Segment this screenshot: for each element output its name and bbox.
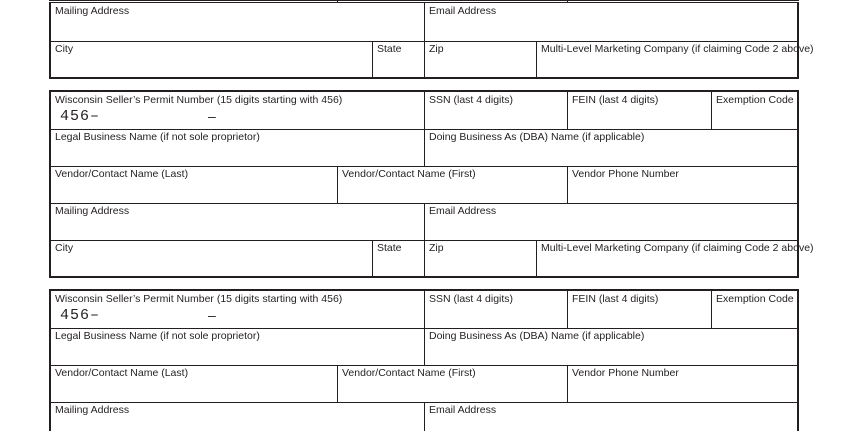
sellers-permit-label: Wisconsin Seller’s Permit Number (15 digits starting with 456) — [55, 293, 343, 305]
mailing-address-label: Mailing Address — [55, 5, 130, 17]
block2-city-cell — [49, 240, 373, 278]
block1-state-input[interactable] — [375, 56, 423, 75]
block2-mailing-address-input[interactable] — [53, 218, 423, 238]
block2-fein-input[interactable] — [570, 107, 710, 127]
block3-fein-cell — [567, 289, 712, 329]
block3-fein-input[interactable] — [570, 306, 710, 326]
zip-label: Zip — [429, 43, 444, 55]
vendor-phone-label: Vendor Phone Number — [572, 168, 679, 180]
block2-ssn-cell — [424, 90, 568, 130]
block2-dba-name-input[interactable] — [427, 144, 795, 164]
vendor-phone-label: Vendor Phone Number — [572, 367, 679, 379]
ssn-label: SSN (last 4 digits) — [429, 94, 514, 106]
mlm-company-label: Multi-Level Marketing Company (if claiming Code 2 above) — [541, 242, 814, 254]
block1-zip-cell — [424, 41, 537, 79]
block3-exemption-code-cell — [711, 289, 799, 329]
block3-ssn-cell — [424, 289, 568, 329]
block3-vendor-last-input[interactable] — [53, 380, 336, 400]
mlm-company-label: Multi-Level Marketing Company (if claiming Code 2 above) — [541, 43, 814, 55]
block2-state-cell — [372, 240, 425, 278]
permit-separator: – — [208, 108, 216, 124]
vendor-last-label: Vendor/Contact Name (Last) — [55, 168, 189, 180]
block2-state-input[interactable] — [375, 255, 423, 274]
vendor-first-label: Vendor/Contact Name (First) — [342, 367, 476, 379]
block3-sellers-permit-input[interactable] — [53, 306, 423, 326]
legal-business-name-label: Legal Business Name (if not sole proprietor) — [55, 330, 260, 342]
block3-vendor-first-cell — [337, 365, 568, 403]
block3-dba-name-input[interactable] — [427, 343, 795, 363]
email-address-label: Email Address — [429, 5, 497, 17]
vendor-first-label: Vendor/Contact Name (First) — [342, 168, 476, 180]
block2-email-address-input[interactable] — [427, 218, 795, 238]
block3-mailing-address-cell — [49, 402, 425, 431]
block3-legal-business-name-input[interactable] — [53, 343, 423, 363]
email-address-label: Email Address — [429, 404, 497, 416]
block1-state-cell — [372, 41, 425, 79]
block2-exemption-code-input[interactable] — [714, 107, 795, 127]
block2-city-input[interactable] — [53, 255, 371, 274]
email-address-label: Email Address — [429, 205, 497, 217]
vendor-last-label: Vendor/Contact Name (Last) — [55, 367, 189, 379]
block2-vendor-first-cell — [337, 166, 568, 204]
block2-mailing-address-cell — [49, 203, 425, 241]
mailing-address-label: Mailing Address — [55, 205, 130, 217]
block2-email-address-cell — [424, 203, 799, 241]
block2-zip-input[interactable] — [427, 255, 535, 274]
block1-email-address-cell — [424, 2, 799, 42]
block2-vendor-last-input[interactable] — [53, 181, 336, 201]
block2-mlm-company-cell — [536, 240, 814, 278]
block2-legal-business-name-input[interactable] — [53, 144, 423, 164]
block2-sellers-permit-cell — [49, 90, 425, 130]
exemption-code-label: Exemption Code — [716, 293, 794, 305]
legal-business-name-label: Legal Business Name (if not sole proprietor) — [55, 131, 260, 143]
block3-mailing-address-input[interactable] — [53, 417, 423, 429]
block2-mlm-company-input[interactable] — [539, 255, 795, 274]
block1-mailing-address-input[interactable] — [53, 18, 423, 39]
permit-prefix: 456– — [60, 307, 101, 324]
block1-city-input[interactable] — [53, 56, 371, 75]
block3-vendor-phone-input[interactable] — [570, 380, 795, 400]
block2-vendor-phone-input[interactable] — [570, 181, 795, 201]
block2-vendor-last-cell — [49, 166, 338, 204]
exemption-code-label: Exemption Code — [716, 94, 794, 106]
fein-label: FEIN (last 4 digits) — [572, 94, 659, 106]
block3-vendor-phone-cell — [567, 365, 799, 403]
block2-fein-cell — [567, 90, 712, 130]
block2-dba-name-cell — [424, 129, 799, 167]
block3-legal-business-name-cell — [49, 328, 425, 366]
block1-mlm-company-input[interactable] — [539, 56, 795, 75]
zip-label: Zip — [429, 242, 444, 254]
block1-mailing-address-cell — [49, 2, 425, 42]
block3-email-address-cell — [424, 402, 799, 431]
block1-city-cell — [49, 41, 373, 79]
block2-sellers-permit-input[interactable] — [53, 107, 423, 127]
block3-ssn-input[interactable] — [427, 306, 566, 326]
block3-exemption-code-input[interactable] — [714, 306, 795, 326]
state-label: State — [377, 242, 402, 254]
city-label: City — [55, 43, 74, 55]
block3-sellers-permit-cell — [49, 289, 425, 329]
block2-vendor-first-input[interactable] — [340, 181, 566, 201]
block3-vendor-first-input[interactable] — [340, 380, 566, 400]
block2-exemption-code-cell — [711, 90, 799, 130]
permit-separator: – — [208, 307, 216, 323]
state-label: State — [377, 43, 402, 55]
permit-prefix: 456– — [60, 108, 101, 125]
dba-name-label: Doing Business As (DBA) Name (if applicable) — [429, 330, 645, 342]
block3-vendor-last-cell — [49, 365, 338, 403]
block2-ssn-input[interactable] — [427, 107, 566, 127]
block1-email-address-input[interactable] — [427, 18, 795, 39]
block2-zip-cell — [424, 240, 537, 278]
block2-vendor-phone-cell — [567, 166, 799, 204]
dba-name-label: Doing Business As (DBA) Name (if applicable) — [429, 131, 645, 143]
block1-zip-input[interactable] — [427, 56, 535, 75]
block2-legal-business-name-cell — [49, 129, 425, 167]
sellers-permit-label: Wisconsin Seller’s Permit Number (15 digits starting with 456) — [55, 94, 343, 106]
fein-label: FEIN (last 4 digits) — [572, 293, 659, 305]
ssn-label: SSN (last 4 digits) — [429, 293, 514, 305]
city-label: City — [55, 242, 74, 254]
block1-mlm-company-cell — [536, 41, 814, 79]
mailing-address-label: Mailing Address — [55, 404, 130, 416]
block3-email-address-input[interactable] — [427, 417, 795, 429]
block3-dba-name-cell — [424, 328, 799, 366]
